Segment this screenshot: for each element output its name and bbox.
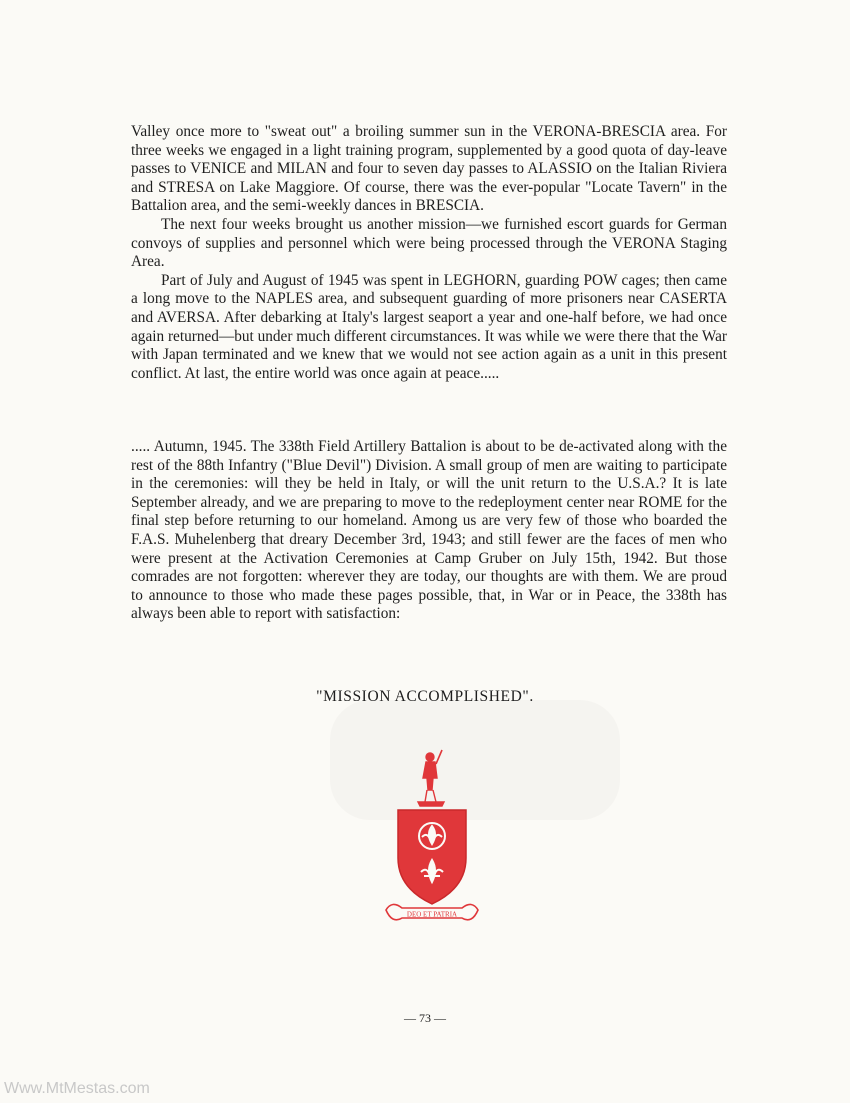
unit-crest-icon [380, 740, 484, 930]
paragraph-1: Valley once more to "sweat out" a broiling summer sun in the VERONA-BRESCIA area. For three weeks we engaged in a light training program, supplemented by a good quota of day-leave passes to VENICE and MILAN and four to seven day passes to ALASSIO on the Italian Riviera and STRESA on Lake Maggiore. Of course, there was the ever-popular "Locate Tavern" in the Battalion area, and the semi-weekly dances in BRESCIA. [131, 123, 727, 215]
mission-accomplished-heading: "MISSION ACCOMPLISHED". [316, 688, 534, 705]
crest-motto: DEO ET PATRIA [406, 910, 458, 919]
crest-shield [398, 810, 466, 904]
paragraph-2: The next four weeks brought us another mission—we furnished escort guards for German convoys of supplies and personnel which were being processed through the VERONA Staging Area. [131, 215, 727, 271]
soldier-figure-icon [418, 750, 444, 806]
text-block-top [131, 123, 727, 383]
paragraph-3: Part of July and August of 1945 was spent in LEGHORN, guarding POW cages; then came a long move to the NAPLES area, and subsequent guarding of more prisoners near CASERTA and AVERSA. After debarking at Italy's largest seaport a year and one-half before, we had once again returned—but under much different circumstances. It was while we were there that the War with Japan terminated and we knew that we would not see action again as a unit in this present conflict. At last, the entire world was once again at peace..... [131, 271, 727, 382]
site-watermark: Www.MtMestas.com [4, 1080, 150, 1097]
page-number: — 73 — [404, 1011, 446, 1025]
paragraph-4: ..... Autumn, 1945. The 338th Field Artillery Battalion is about to be de-activated along with the rest of the 88th Infantry ("Blue Devil") Division. A small group of men are waiting to participate in the ceremonies: will they be held in Italy, or will the unit return to the U.S.A.? It is late September already, and we are preparing to move to the redeployment center near ROME for the final step before returning to our homeland. Among us are very few of those who boarded the F.A.S. Muhelenberg that dreary December 3rd, 1943; and still fewer are the faces of men who were present at the Activation Ceremonies at Camp Gruber on July 15th, 1942. But those comrades are not forgotten: wherever they are today, our thoughts are with them. We are proud to announce to those who made these pages possible, that, in War or in Peace, the 338th has always been able to report with satisfaction: [131, 438, 727, 623]
text-block-bottom [131, 438, 727, 624]
